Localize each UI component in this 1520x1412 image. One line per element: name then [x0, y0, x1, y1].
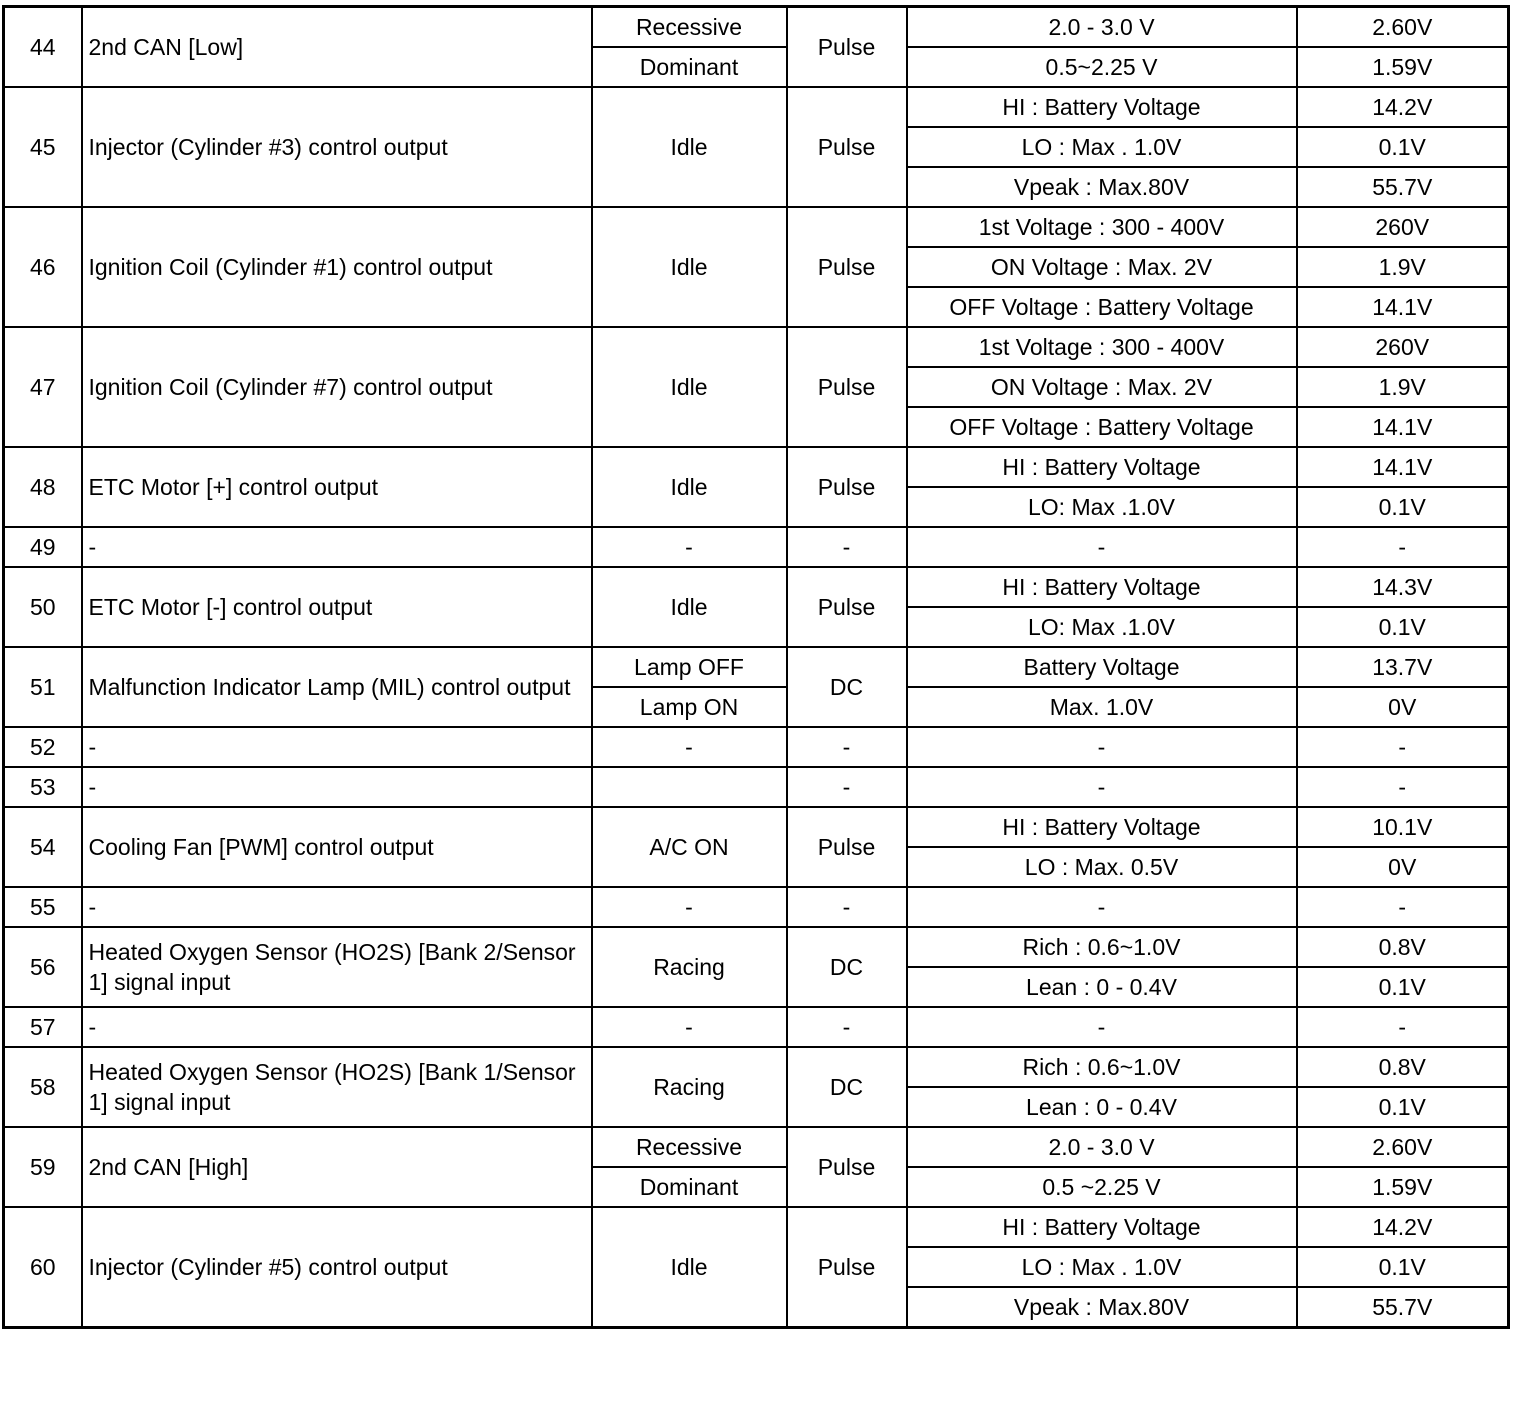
signal-type: Pulse — [787, 207, 907, 327]
terminal-number: 47 — [4, 327, 82, 447]
spec-cell: Battery Voltage — [907, 647, 1297, 687]
spec-cell: LO: Max .1.0V — [907, 487, 1297, 527]
spec-cell: Rich : 0.6~1.0V — [907, 1047, 1297, 1087]
terminal-number: 45 — [4, 87, 82, 207]
terminal-number: 58 — [4, 1047, 82, 1127]
terminal-number: 54 — [4, 807, 82, 887]
value-cell: 14.1V — [1297, 287, 1509, 327]
terminal-description: - — [82, 767, 592, 807]
value-cell: 1.9V — [1297, 367, 1509, 407]
value-cell: 0.8V — [1297, 1047, 1509, 1087]
terminal-number: 46 — [4, 207, 82, 327]
spec-cell: - — [907, 887, 1297, 927]
terminal-description: - — [82, 527, 592, 567]
table-row — [4, 807, 1509, 847]
table-row — [4, 1007, 1509, 1047]
spec-cell: - — [907, 1007, 1297, 1047]
signal-type: - — [787, 727, 907, 767]
value-cell: 260V — [1297, 327, 1509, 367]
signal-type: Pulse — [787, 447, 907, 527]
value-cell: 0V — [1297, 847, 1509, 887]
spec-cell: 0.5~2.25 V — [907, 47, 1297, 87]
signal-type: DC — [787, 1047, 907, 1127]
spec-cell: 2.0 - 3.0 V — [907, 1127, 1297, 1167]
value-cell: - — [1297, 727, 1509, 767]
signal-type: Pulse — [787, 807, 907, 887]
spec-cell: - — [907, 727, 1297, 767]
condition-cell: Dominant — [592, 1167, 787, 1207]
condition-cell: - — [592, 527, 787, 567]
table-row — [4, 447, 1509, 487]
terminal-description: Injector (Cylinder #3) control output — [82, 87, 592, 207]
terminal-number: 49 — [4, 527, 82, 567]
value-cell: 1.9V — [1297, 247, 1509, 287]
value-cell: 14.1V — [1297, 407, 1509, 447]
spec-cell: 0.5 ~2.25 V — [907, 1167, 1297, 1207]
value-cell: 260V — [1297, 207, 1509, 247]
terminal-description: ETC Motor [-] control output — [82, 567, 592, 647]
condition-cell: - — [592, 1007, 787, 1047]
signal-type: - — [787, 527, 907, 567]
terminal-spec-table — [2, 5, 1510, 1329]
table-row — [4, 87, 1509, 127]
terminal-number: 50 — [4, 567, 82, 647]
signal-type: DC — [787, 647, 907, 727]
signal-type: Pulse — [787, 327, 907, 447]
value-cell: 14.3V — [1297, 567, 1509, 607]
condition-cell: Dominant — [592, 47, 787, 87]
terminal-number: 44 — [4, 7, 82, 88]
signal-type: - — [787, 887, 907, 927]
value-cell: 0.1V — [1297, 487, 1509, 527]
spec-cell: HI : Battery Voltage — [907, 807, 1297, 847]
signal-type: - — [787, 1007, 907, 1047]
value-cell: 1.59V — [1297, 47, 1509, 87]
terminal-description: 2nd CAN [High] — [82, 1127, 592, 1207]
table-row — [4, 887, 1509, 927]
condition-cell: - — [592, 727, 787, 767]
value-cell: 14.2V — [1297, 1207, 1509, 1247]
condition-cell: Idle — [592, 207, 787, 327]
table-row — [4, 727, 1509, 767]
signal-type: Pulse — [787, 87, 907, 207]
spec-cell: LO : Max . 1.0V — [907, 127, 1297, 167]
condition-cell: A/C ON — [592, 807, 787, 887]
spec-cell: OFF Voltage : Battery Voltage — [907, 287, 1297, 327]
condition-cell: Racing — [592, 1047, 787, 1127]
condition-cell: Idle — [592, 567, 787, 647]
table-row — [4, 1127, 1509, 1167]
signal-type: Pulse — [787, 7, 907, 88]
table-row — [4, 1207, 1509, 1247]
condition-cell: Lamp ON — [592, 687, 787, 727]
condition-cell: Idle — [592, 327, 787, 447]
spec-cell: LO : Max . 1.0V — [907, 1247, 1297, 1287]
condition-cell: Recessive — [592, 1127, 787, 1167]
signal-type: - — [787, 767, 907, 807]
spec-cell: 1st Voltage : 300 - 400V — [907, 207, 1297, 247]
spec-cell: ON Voltage : Max. 2V — [907, 367, 1297, 407]
terminal-description: Ignition Coil (Cylinder #7) control output — [82, 327, 592, 447]
value-cell: - — [1297, 527, 1509, 567]
table-row — [4, 527, 1509, 567]
condition-cell: Idle — [592, 447, 787, 527]
value-cell: 1.59V — [1297, 1167, 1509, 1207]
table-row — [4, 927, 1509, 967]
terminal-description: Heated Oxygen Sensor (HO2S) [Bank 1/Sensor 1] signal input — [82, 1047, 592, 1127]
table-row — [4, 647, 1509, 687]
terminal-description: 2nd CAN [Low] — [82, 7, 592, 88]
value-cell: 0.1V — [1297, 607, 1509, 647]
signal-type: Pulse — [787, 1127, 907, 1207]
table-row — [4, 7, 1509, 48]
spec-cell: 2.0 - 3.0 V — [907, 7, 1297, 48]
table-body — [4, 7, 1509, 1328]
value-cell: 0.1V — [1297, 1087, 1509, 1127]
spec-cell: LO: Max .1.0V — [907, 607, 1297, 647]
terminal-description: ETC Motor [+] control output — [82, 447, 592, 527]
value-cell: 0.1V — [1297, 967, 1509, 1007]
value-cell: - — [1297, 1007, 1509, 1047]
signal-type: Pulse — [787, 1207, 907, 1328]
spec-cell: OFF Voltage : Battery Voltage — [907, 407, 1297, 447]
terminal-description: - — [82, 887, 592, 927]
value-cell: - — [1297, 767, 1509, 807]
value-cell: 0.1V — [1297, 1247, 1509, 1287]
value-cell: 2.60V — [1297, 7, 1509, 48]
table-row — [4, 327, 1509, 367]
terminal-description: Injector (Cylinder #5) control output — [82, 1207, 592, 1328]
value-cell: - — [1297, 887, 1509, 927]
value-cell: 10.1V — [1297, 807, 1509, 847]
terminal-number: 57 — [4, 1007, 82, 1047]
signal-type: Pulse — [787, 567, 907, 647]
value-cell: 14.1V — [1297, 447, 1509, 487]
terminal-number: 55 — [4, 887, 82, 927]
spec-cell: Vpeak : Max.80V — [907, 1287, 1297, 1328]
spec-cell: Rich : 0.6~1.0V — [907, 927, 1297, 967]
condition-cell: Racing — [592, 927, 787, 1007]
terminal-number: 56 — [4, 927, 82, 1007]
terminal-description: Malfunction Indicator Lamp (MIL) control output — [82, 647, 592, 727]
table-row — [4, 567, 1509, 607]
value-cell: 55.7V — [1297, 167, 1509, 207]
spec-cell: HI : Battery Voltage — [907, 1207, 1297, 1247]
terminal-description: - — [82, 727, 592, 767]
spec-cell: HI : Battery Voltage — [907, 567, 1297, 607]
value-cell: 0V — [1297, 687, 1509, 727]
signal-type: DC — [787, 927, 907, 1007]
spec-cell: Lean : 0 - 0.4V — [907, 1087, 1297, 1127]
value-cell: 55.7V — [1297, 1287, 1509, 1328]
condition-cell — [592, 767, 787, 807]
condition-cell: Lamp OFF — [592, 647, 787, 687]
spec-cell: Vpeak : Max.80V — [907, 167, 1297, 207]
terminal-number: 60 — [4, 1207, 82, 1328]
terminal-number: 51 — [4, 647, 82, 727]
spec-cell: HI : Battery Voltage — [907, 447, 1297, 487]
condition-cell: Idle — [592, 87, 787, 207]
spec-cell: - — [907, 767, 1297, 807]
spec-cell: Max. 1.0V — [907, 687, 1297, 727]
spec-cell: LO : Max. 0.5V — [907, 847, 1297, 887]
spec-cell: HI : Battery Voltage — [907, 87, 1297, 127]
terminal-number: 48 — [4, 447, 82, 527]
terminal-number: 59 — [4, 1127, 82, 1207]
spec-cell: 1st Voltage : 300 - 400V — [907, 327, 1297, 367]
table-row — [4, 207, 1509, 247]
condition-cell: Recessive — [592, 7, 787, 48]
table-row — [4, 1047, 1509, 1087]
condition-cell: - — [592, 887, 787, 927]
terminal-description: Heated Oxygen Sensor (HO2S) [Bank 2/Sensor 1] signal input — [82, 927, 592, 1007]
terminal-description: Cooling Fan [PWM] control output — [82, 807, 592, 887]
terminal-description: Ignition Coil (Cylinder #1) control output — [82, 207, 592, 327]
value-cell: 0.1V — [1297, 127, 1509, 167]
value-cell: 13.7V — [1297, 647, 1509, 687]
value-cell: 14.2V — [1297, 87, 1509, 127]
terminal-number: 52 — [4, 727, 82, 767]
spec-cell: - — [907, 527, 1297, 567]
value-cell: 0.8V — [1297, 927, 1509, 967]
spec-cell: Lean : 0 - 0.4V — [907, 967, 1297, 1007]
condition-cell: Idle — [592, 1207, 787, 1328]
terminal-description: - — [82, 1007, 592, 1047]
value-cell: 2.60V — [1297, 1127, 1509, 1167]
terminal-number: 53 — [4, 767, 82, 807]
spec-cell: ON Voltage : Max. 2V — [907, 247, 1297, 287]
table-row — [4, 767, 1509, 807]
